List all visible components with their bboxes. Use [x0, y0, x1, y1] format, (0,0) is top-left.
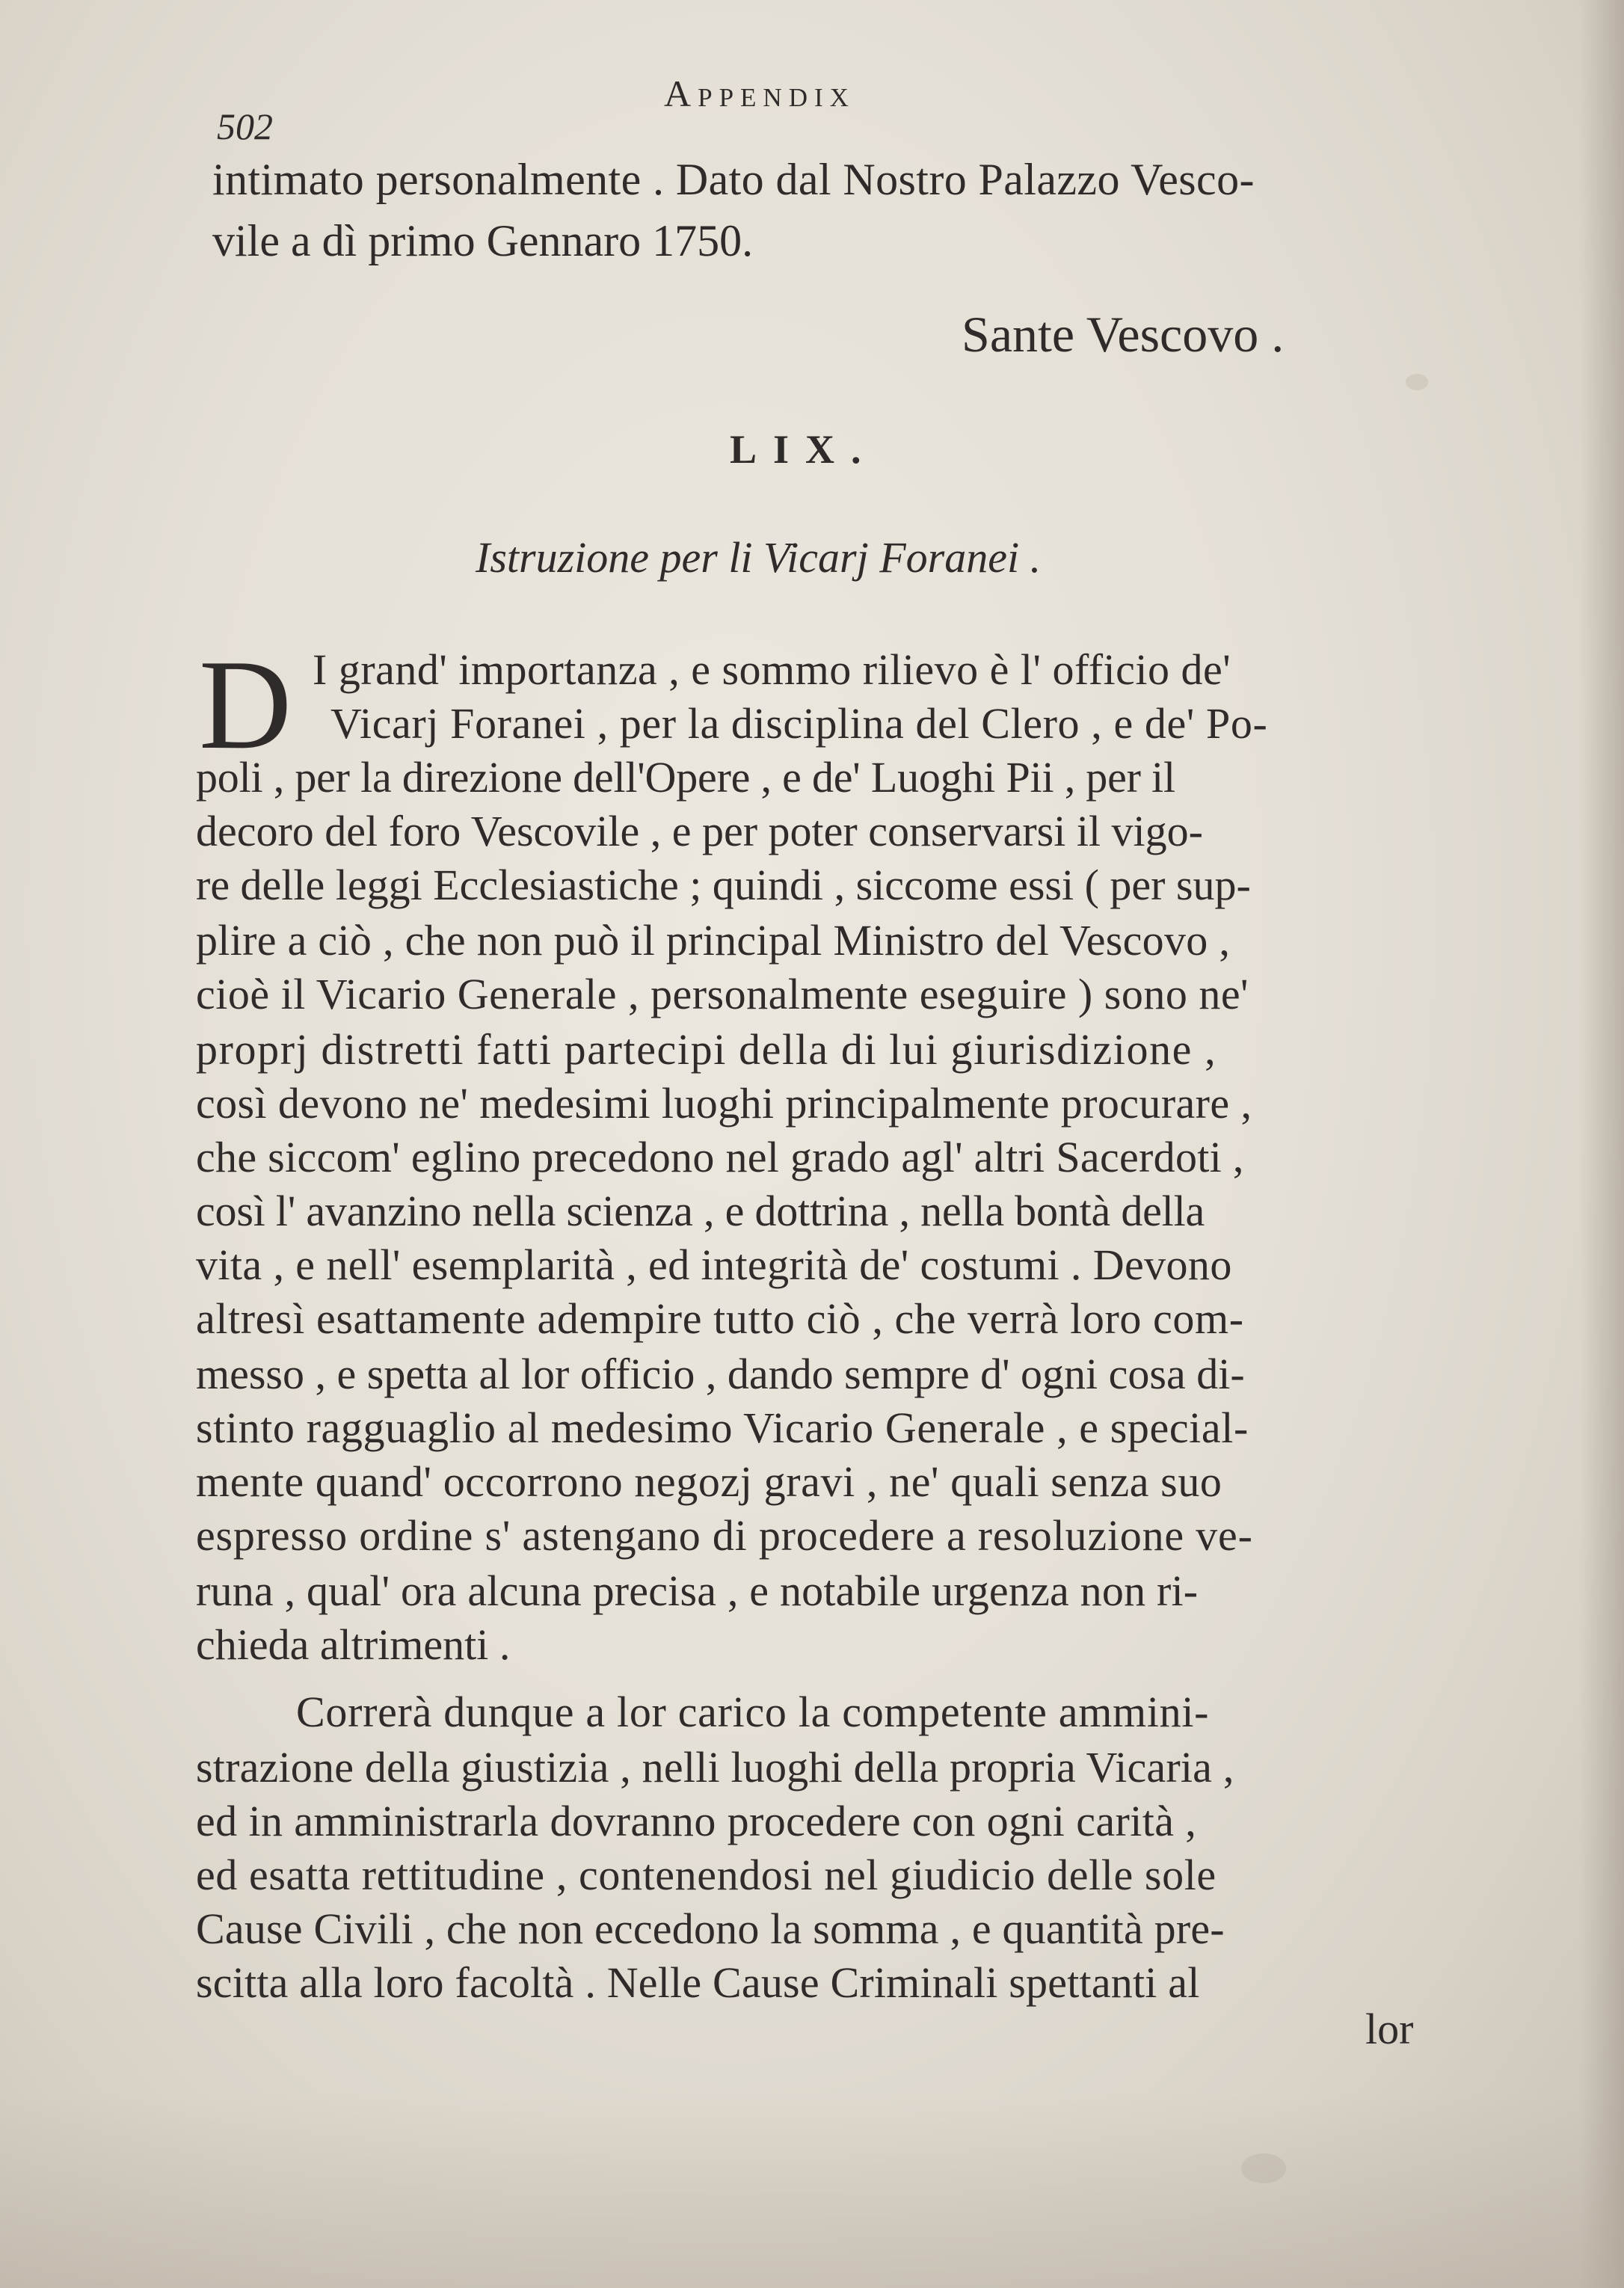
text-line: ed in amministrarla dovranno procedere con ogni carità ,: [196, 1797, 1197, 1845]
text-line: vile a dì primo Gennaro 1750.: [212, 216, 754, 265]
text-line: intimato personalmente . Dato dal Nostro Palazzo Vesco-: [212, 155, 1255, 204]
text-line: decoro del foro Vescovile , e per poter conservarsi il vigo-: [196, 807, 1203, 855]
text-line: così l' avanzino nella scienza , e dottrina , nella bontà della: [196, 1187, 1205, 1235]
section-number: LIX.: [730, 427, 878, 472]
catchword: lor: [1365, 2005, 1414, 2053]
text-line: messo , e spetta al lor officio , dando sempre d' ogni cosa di-: [196, 1350, 1245, 1398]
text-line: plire a ciò , che non può il principal Ministro del Vescovo ,: [196, 916, 1231, 965]
text-line: che siccom' eglino precedono nel grado agl' altri Sacerdoti ,: [196, 1133, 1244, 1181]
text-line: scitta alla loro facoltà . Nelle Cause Criminali spettanti al: [196, 1958, 1200, 2007]
running-title: Appendix: [664, 73, 855, 114]
text-line: re delle leggi Ecclesiastiche ; quindi , siccome essi ( per sup-: [196, 861, 1251, 909]
text-line: chieda altrimenti .: [196, 1620, 511, 1669]
page-edge-shadow: [1579, 0, 1624, 2288]
text-line: Vicarj Foranei , per la disciplina del Clero , e de' Po-: [330, 699, 1268, 748]
text-line: strazione della giustizia , nelli luoghi della propria Vicaria ,: [196, 1743, 1234, 1792]
text-line: proprj distretti fatti partecipi della di lui giurisdizione ,: [196, 1025, 1217, 1074]
text-line: Correrà dunque a lor carico la competente ammini-: [296, 1688, 1210, 1736]
text-line: altresì esattamente adempire tutto ciò , che verrà loro com-: [196, 1294, 1244, 1343]
signature: Sante Vescovo .: [962, 306, 1285, 363]
page-number: 502: [217, 105, 273, 147]
text-line: così devono ne' medesimi luoghi principalmente procurare ,: [196, 1079, 1252, 1128]
text-line: runa , qual' ora alcuna precisa , e notabile urgenza non ri-: [196, 1566, 1199, 1615]
text-line: cioè il Vicario Generale , personalmente eseguire ) sono ne': [196, 970, 1249, 1018]
paper-stain: [1406, 374, 1428, 390]
drop-cap: D: [199, 634, 292, 776]
text-line: vita , e nell' esemplarità , ed integrità de' costumi . Devono: [196, 1240, 1232, 1289]
page-bottom-shadow: [0, 2094, 1624, 2288]
text-line: Cause Civili , che non eccedono la somma , e quantità pre-: [196, 1904, 1225, 1953]
text-line: I grand' importanza , e sommo rilievo è l' officio de': [313, 645, 1231, 694]
text-line: poli , per la direzione dell'Opere , e de' Luoghi Pii , per il: [196, 753, 1175, 802]
section-title: Istruzione per li Vicarj Foranei .: [476, 533, 1042, 582]
text-line: mente quand' occorrono negozj gravi , ne' quali senza suo: [196, 1457, 1222, 1506]
text-line: ed esatta rettitudine , contenendosi nel giudicio delle sole: [196, 1851, 1217, 1899]
running-head: [0, 72, 1624, 147]
text-line: espresso ordine s' astengano di procedere a resoluzione ve-: [196, 1511, 1253, 1560]
text-line: stinto ragguaglio al medesimo Vicario Generale , e special-: [196, 1403, 1249, 1452]
